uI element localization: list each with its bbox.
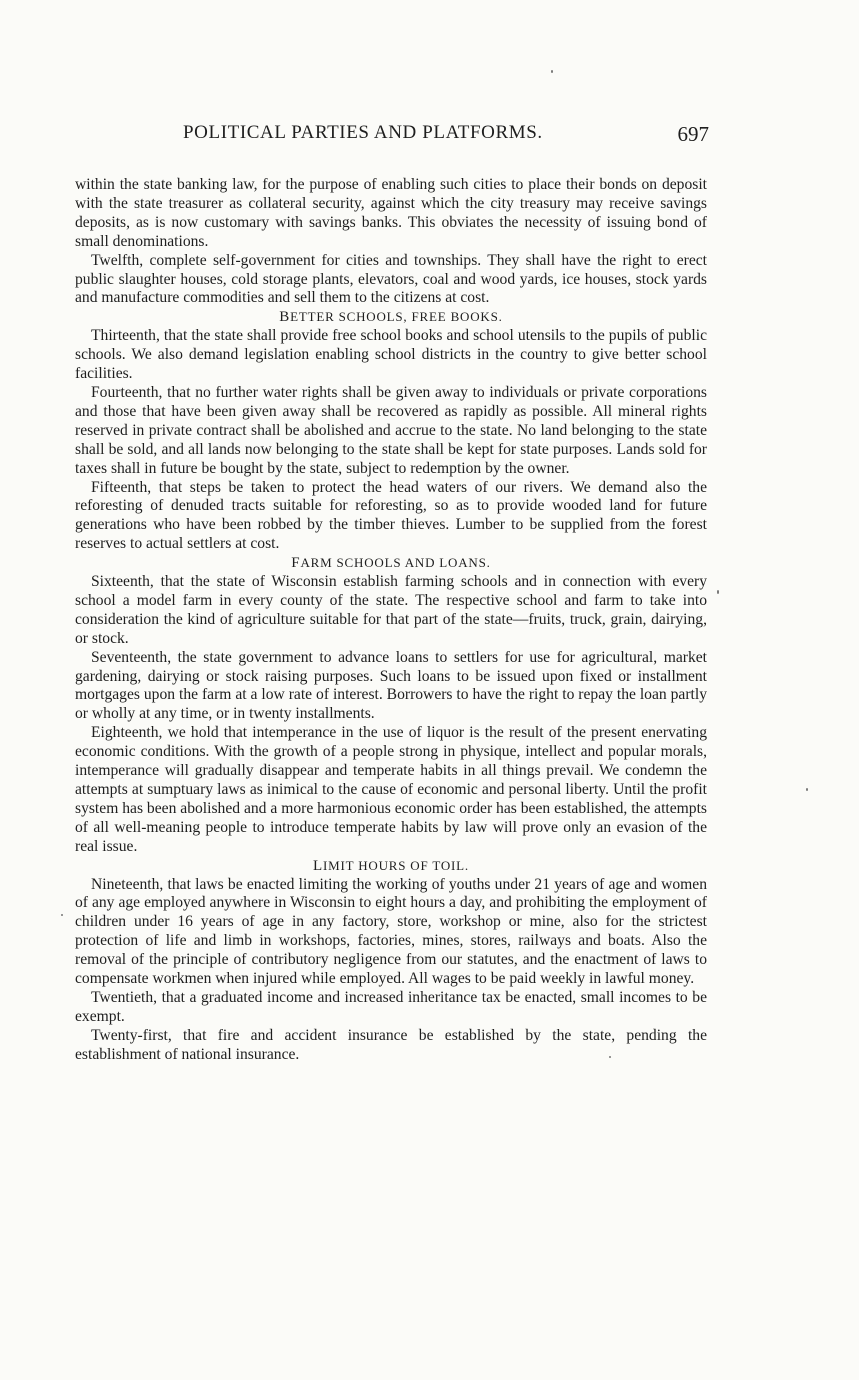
scan-speck bbox=[61, 914, 63, 916]
paragraph-fifteenth: Fifteenth, that steps be taken to protect the head waters of our rivers. We demand also the reforesting of denuded tracts suitable for reforesting, so as to provide wooded land for future generations who have been robbed by the timber thieves. Lumber to be supplied from the forest reserves to actual settlers at cost. bbox=[75, 478, 707, 553]
scan-speck bbox=[717, 590, 719, 594]
paragraph-seventeenth: Seventeenth, the state government to advance loans to settlers for use for agricultural, market gardening, dairying or stock raising purposes. Such loans to be issued upon fixed or installment mortgages upon the farm at a low rate of interest. Borrowers to have the right to repay the loan partly or wholly at any time, or in twenty installments. bbox=[75, 648, 707, 723]
scan-speck bbox=[551, 70, 553, 73]
paragraph-nineteenth: Nineteenth, that laws be enacted limiting the working of youths under 21 years of age and women of any age employed anywhere in Wisconsin to eight hours a day, and prohibiting the employment of children under 16 years of age in any factory, store, workshop or mine, also for the strictest protection of life and limb in workshops, factories, mines, stores, railways and boats. Also the removal of the principle of contributory negligence from our statutes, and the enactment of laws to compensate workmen when injured while employed. All wages to be paid weekly in lawful money. bbox=[75, 875, 707, 988]
paragraph-sixteenth: Sixteenth, that the state of Wisconsin establish farming schools and in connection with every school a model farm in every county of the state. The respective school and farm to take into consideration the kind of agriculture suitable for that part of the state—fruits, truck, grain, dairying, or stock. bbox=[75, 573, 707, 647]
page-number: 697 bbox=[677, 122, 709, 146]
paragraph-twentyfirst: Twenty-first, that fire and accident insurance be established by the state, pending the establishment of national insurance. bbox=[75, 1026, 707, 1063]
paragraph-eighteenth: Eighteenth, we hold that intemperance in the use of liquor is the result of the present enervating economic conditions. With the growth of a people strong in physique, intellect and popular morals, intemperance will gradually disappear and temperate habits in all things prevail. We condemn the attempts at sumptuary laws as inimical to the cause of economic and personal liberty. Until the profit system has been abolished and a more harmonious economic order has been established, the attempts of all well-meaning people to introduce temperate habits by law will prove only an evasion of the real issue. bbox=[75, 724, 707, 855]
running-head bbox=[75, 122, 711, 152]
paragraph-thirteenth: Thirteenth, that the state shall provide free school books and school utensils to the pupils of public schools. We also demand legislation enabling school districts in the country to give better school facilities. bbox=[75, 327, 707, 383]
section-heading-schools: BETTER SCHOOLS, FREE BOOKS. bbox=[279, 309, 503, 326]
section-heading-farm: FARM SCHOOLS AND LOANS. bbox=[291, 555, 491, 572]
paragraph-twentieth: Twentieth, that a graduated income and increased inheritance tax be enacted, small incomes to be exempt. bbox=[75, 988, 707, 1025]
paragraph-twelfth: Twelfth, complete self-government for cities and townships. They shall have the right to erect public slaughter houses, cold storage plants, elevators, coal and wood yards, ice houses, stock yards and manufacture commodities and sell them to the citizens at cost. bbox=[75, 251, 707, 307]
paragraph-fourteenth: Fourteenth, that no further water rights shall be given away to individuals or private corporations and those that have been given away shall be recovered as rapidly as possible. All mineral rights reserved in private contract shall be abolished and accrue to the state. No land belonging to the state shall be sold, and all lands now belonging to the state shall be kept for state purposes. Lands sold for taxes shall in future be bought by the state, subject to redemption by the owner. bbox=[75, 383, 707, 477]
scan-speck bbox=[806, 788, 808, 791]
paragraph-continued: within the state banking law, for the purpose of enabling such cities to place their bonds on deposit with the state treasurer as collateral security, against which the city treasury may receive savings deposits, as is now customary with savings banks. This obviates the necessity of issuing bond of small denominations. bbox=[75, 176, 707, 250]
section-heading-toil: LIMIT HOURS OF TOIL. bbox=[313, 857, 469, 874]
body-text bbox=[75, 176, 707, 1065]
running-title: POLITICAL PARTIES AND PLATFORMS. bbox=[183, 122, 543, 143]
